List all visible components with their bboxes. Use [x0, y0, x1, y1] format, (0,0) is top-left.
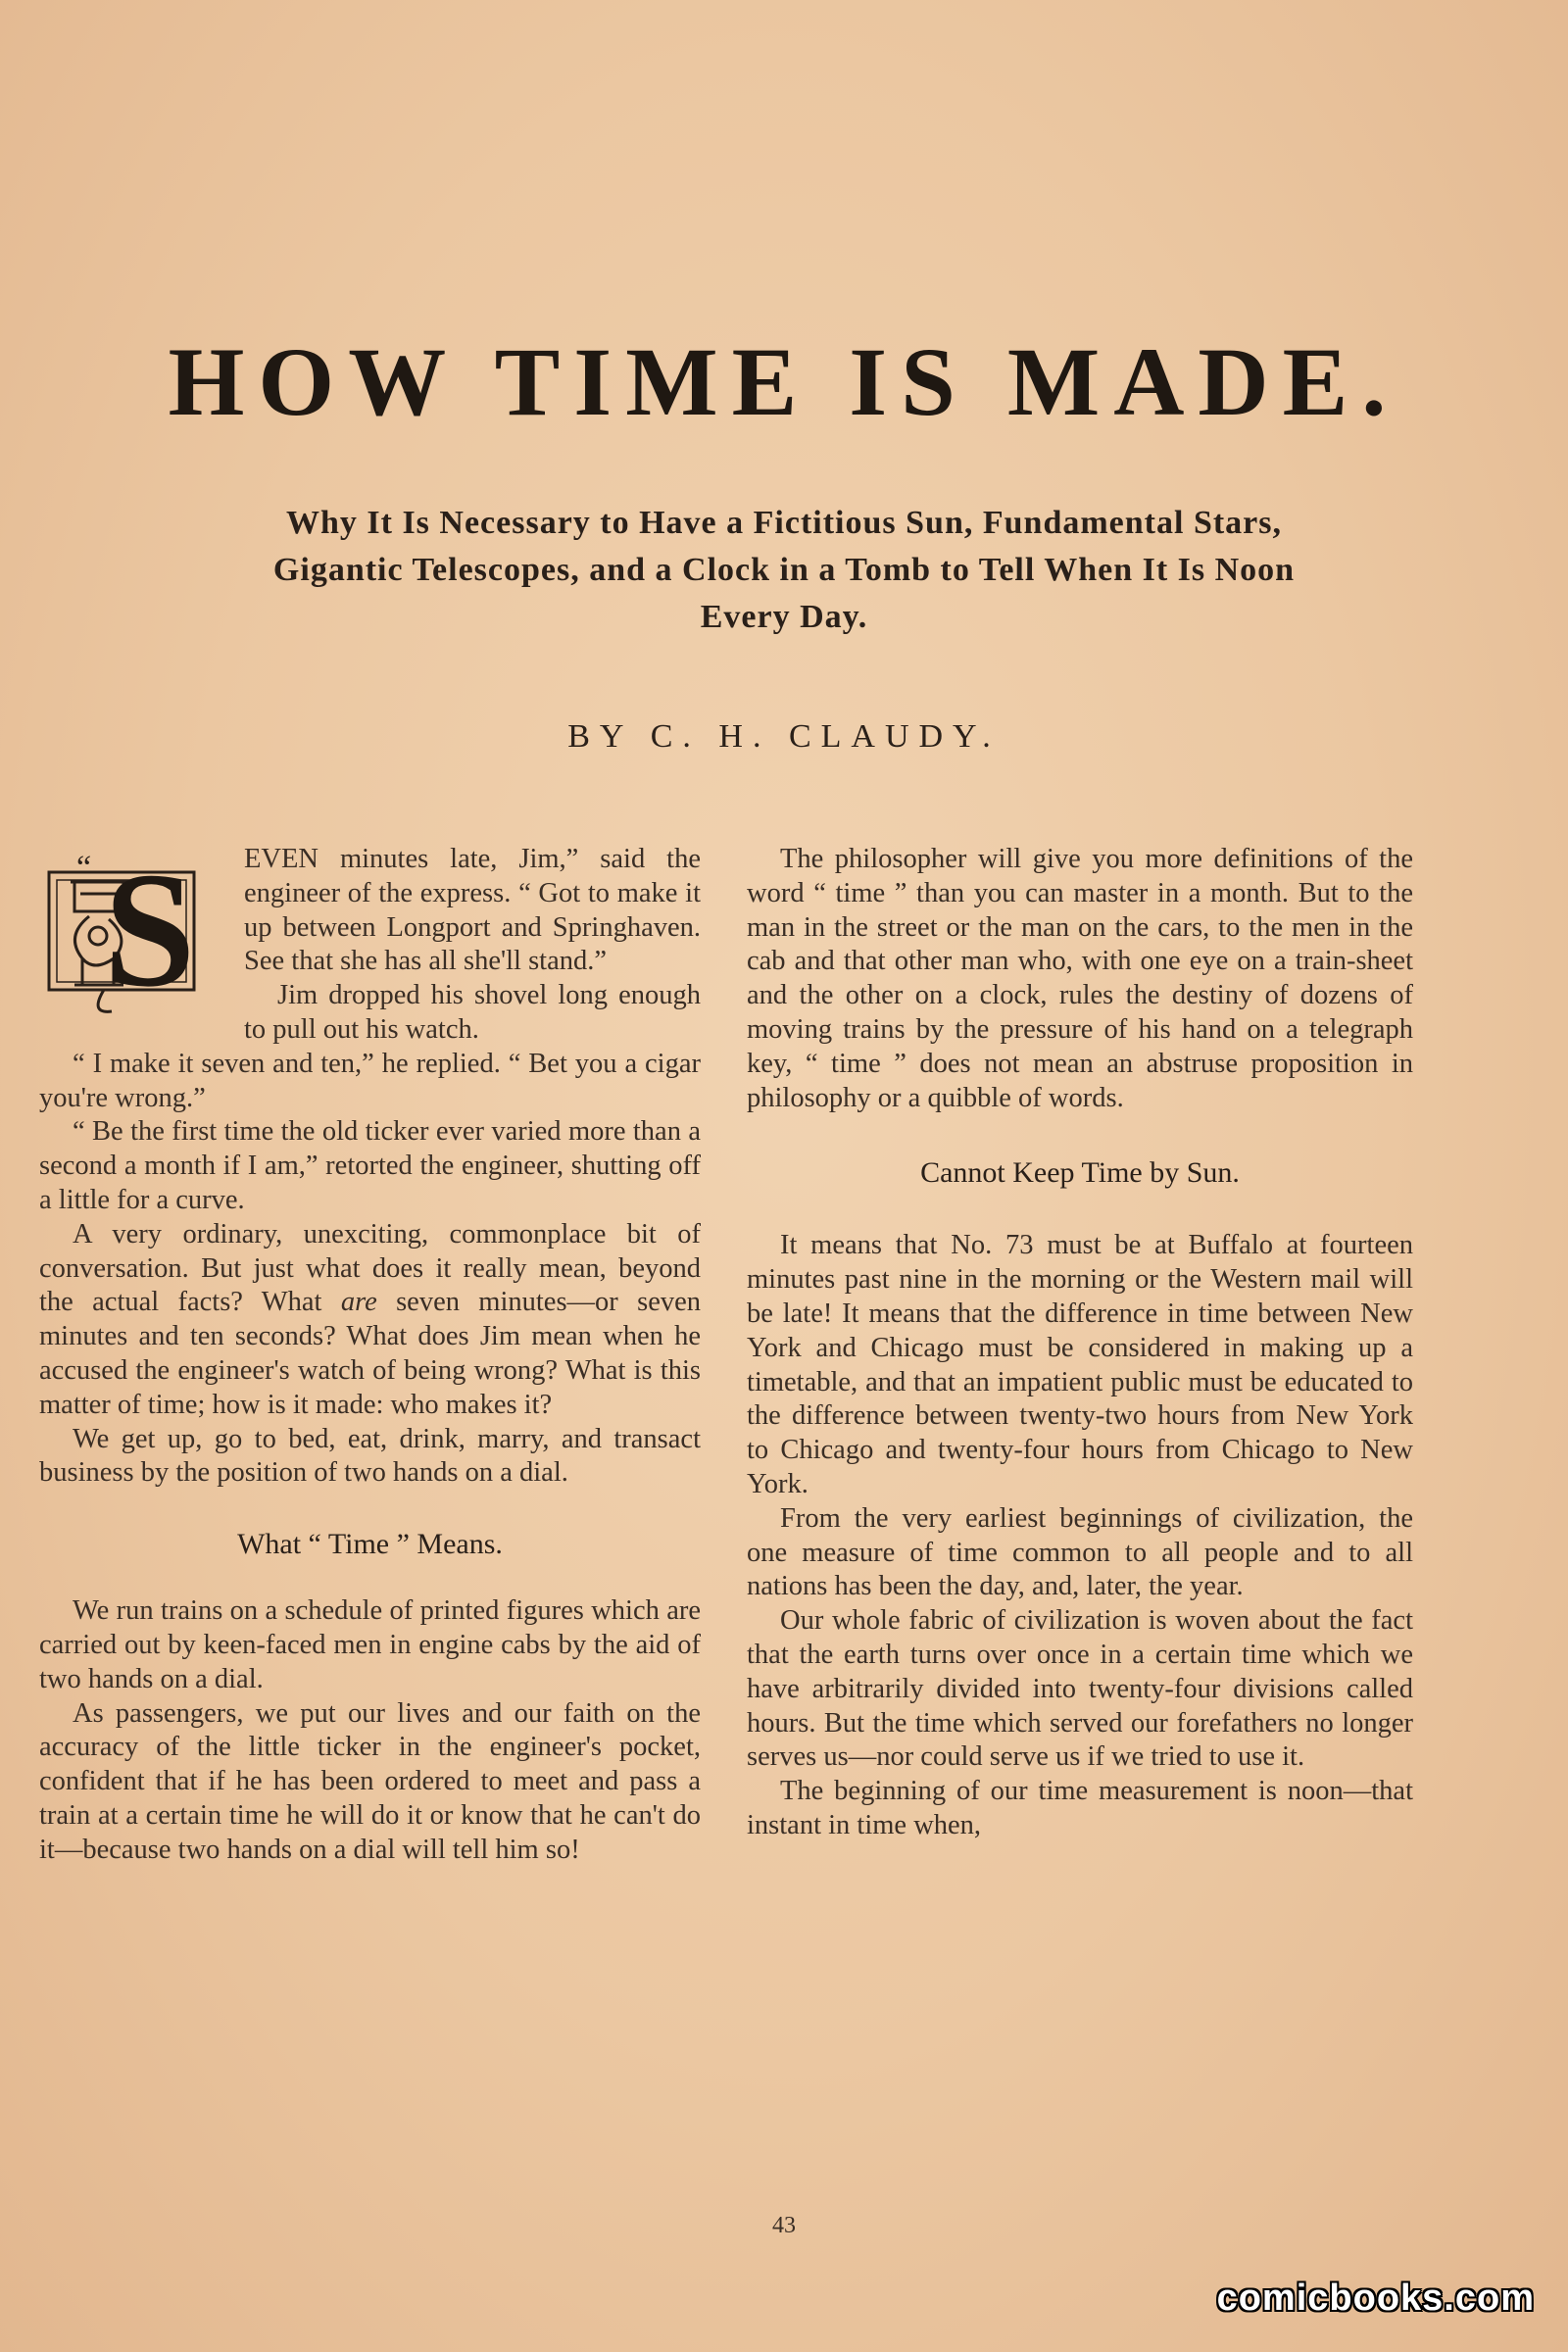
paragraph: It means that No. 73 must be at Buffalo at fourteen minutes past nine in the morning or the Western mail will be late! It means that the difference in time between New York and Chicago must be considered in making up a timetable, and that an impatient public must be educated to the difference between twenty-two hours from New York to Chicago and twenty-four hours from Chicago to New York. — [747, 1230, 1413, 1499]
article-title: HOW TIME IS MADE. — [168, 327, 1400, 436]
left-column — [39, 843, 701, 1868]
page-number: 43 — [772, 2213, 796, 2238]
paragraph: The philosopher will give you more definitions of the word “ time ” than you can master in a month. But to the man in the street or the man on the cars, to the men in the cab and that other man who, with one eye on a train-sheet and the other on a clock, rules the destiny of dozens of moving trains by the pressure of his hand on a telegraph key, “ time ” does not mean an abstruse proposition in philosophy or a quibble of words. — [747, 844, 1413, 1113]
dropcap-lantern-icon — [35, 843, 236, 1019]
paragraph: Jim dropped his shovel long enough to pull out his watch. — [244, 980, 701, 1045]
paragraph: “ Be the first time the old ticker ever varied more than a second a month if I am,” retorted the engineer, shutting off a little for a curve. — [39, 1116, 701, 1215]
paragraph: From the very earliest beginnings of civilization, the one measure of time common to all people and to all nations has been the day, and, later, the year. — [747, 1502, 1413, 1602]
article-byline: BY C. H. CLAUDY. — [567, 718, 1001, 755]
article-subtitle: Why It Is Necessary to Have a Fictitious Sun, Fundamental Stars, Gigantic Telescopes, and a Clock in a Tomb to Tell When It Is Noon Every Day. — [272, 505, 1296, 635]
section-heading: Cannot Keep Time by Sun. — [920, 1156, 1240, 1190]
text-segment: A very ordinary, unexciting, commonplace bit of conversation. But just what does it really mean, beyond the actual facts? What — [39, 1218, 701, 1318]
paragraph: As passengers, we put our lives and our faith on the accuracy of the little ticker in the engineer's pocket, confident that if he has been ordered to meet and pass a train at a certain time he will do it or know that he can't do it—because two hands on a dial will tell him so! — [39, 1697, 701, 1865]
dropcap-illustration — [35, 843, 236, 1019]
watermark: comicbooks.com — [1216, 2278, 1535, 2319]
paragraph — [39, 1218, 701, 1423]
opening-text: EVEN minutes late, Jim,” said the engineer of the express. “ Got to make it up between Longport and Springhaven. See that she has all she'll stand.” — [244, 844, 701, 977]
dropcap-open-quote: “ — [76, 850, 92, 886]
paragraph: The beginning of our time measurement is noon—that instant in time when, — [747, 1776, 1413, 1840]
section-heading: What “ Time ” Means. — [237, 1528, 503, 1561]
dropcap-letter: S — [104, 843, 196, 1019]
paragraph: Our whole fabric of civilization is woven about the fact that the earth turns over once in a certain time which we have arbitrarily divided into twenty-four divisions called hours. But the time which served our forefathers no longer serves us—nor could serve us if we tried to use it. — [747, 1605, 1413, 1773]
text-segment: seven minutes—or seven minutes and ten seconds? What does Jim mean when he accused the engineer's watch of being wrong? What is this matter of time; how is it made: who makes it? — [39, 1287, 701, 1420]
right-column — [747, 843, 1413, 1843]
paragraph: We run trains on a schedule of printed figures which are carried out by keen-faced men in engine cabs by the aid of two hands on a dial. — [39, 1595, 701, 1694]
emphasis: are — [340, 1287, 377, 1318]
paragraph: We get up, go to bed, eat, drink, marry, and transact business by the position of two hands on a dial. — [39, 1423, 701, 1489]
paragraph: “ I make it seven and ten,” he replied. “ Bet you a cigar you're wrong.” — [39, 1048, 701, 1113]
